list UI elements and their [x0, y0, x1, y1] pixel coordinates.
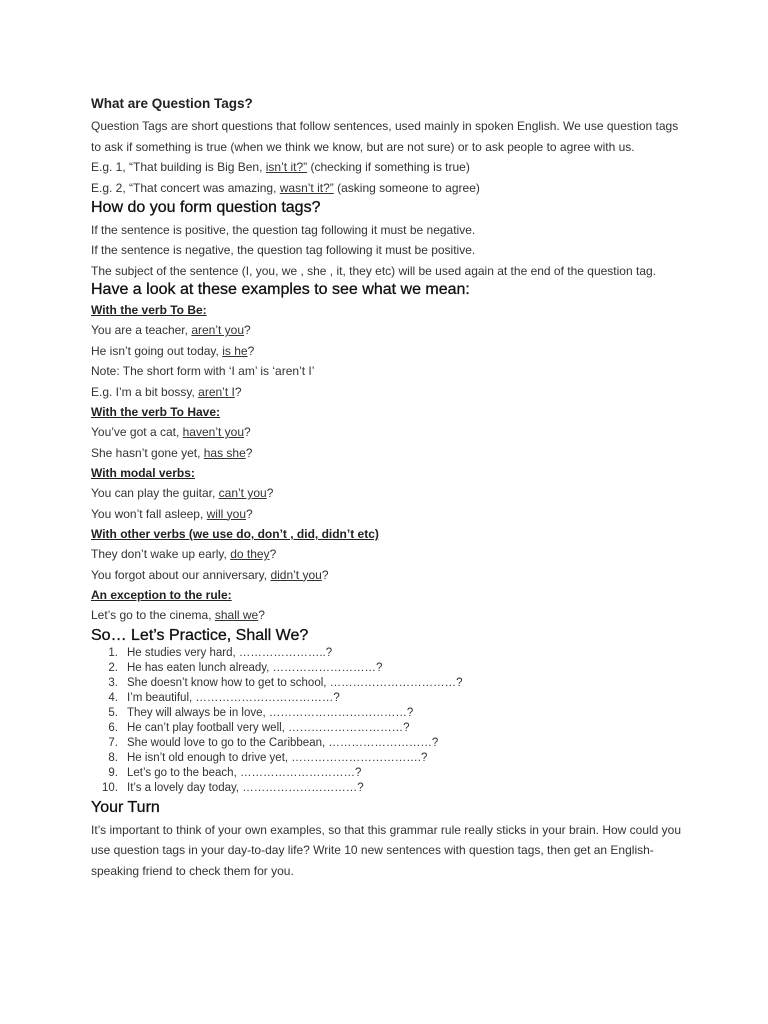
example-1: E.g. 1, “That building is Big Ben, isn’t it?” (checking if something is true) [91, 160, 470, 174]
your-turn-paragraph: It’s important to think of your own examples, so that this grammar rule really sticks in your brain. How could you use question tags in your day-to-day life? Write 10 new sentences with question tags, then get an English-speaking friend to check them for you. [91, 822, 682, 878]
subheading-to-be: With the verb To Be: [91, 303, 207, 317]
list-item: 4. I’m beautiful, ………………………………? [108, 691, 340, 704]
example-line: He isn’t going out today, is he? [91, 343, 255, 358]
list-item: 9. Let’s go to the beach, …………………………? [108, 766, 362, 779]
list-item: 1. He studies very hard, …………………..? [108, 646, 333, 659]
example-line: E.g. I’m a bit bossy, aren’t I? [91, 384, 242, 399]
list-item: 10. It’s a lovely day today, …………………………? [102, 781, 364, 794]
heading-your-turn: Your Turn [91, 798, 160, 816]
subheading-modal: With modal verbs: [91, 466, 195, 480]
example-line: You forgot about our anniversary, didn’t you? [91, 567, 329, 582]
list-item: 8. He isn’t old enough to drive yet, …………………………….? [108, 751, 428, 764]
tag: wasn’t it?” [279, 180, 334, 195]
heading-examples: Have a look at these examples to see what we mean: [91, 281, 470, 298]
heading-practice: So… Let’s Practice, Shall We? [91, 626, 309, 644]
example-line: You’ve got a cat, haven’t you? [91, 425, 251, 439]
list-item: 6. He can’t play football very well, …………………………? [108, 721, 410, 734]
rule-positive: If the sentence is positive, the question tag following it must be negative. [91, 222, 476, 237]
list-item: 2. He has eaten lunch already, ………………………? [108, 661, 383, 674]
intro-paragraph: Question Tags are short questions that follow sentences, used mainly in spoken English. We use question tags to ask if something is true (when we think we know, but are not sure) or to ask people to agree with us. [91, 119, 679, 154]
subheading-other-verbs: With other verbs (we use do, don’t , did, didn’t etc) [91, 527, 379, 541]
list-item: 3. She doesn’t know how to get to school, ……………………………? [108, 676, 463, 689]
list-item: 7. She would love to go to the Caribbean, ………………………? [108, 736, 439, 749]
note-line: Note: The short form with ‘I am’ is ‘aren’t I’ [91, 364, 315, 378]
subheading-to-have: With the verb To Have: [91, 405, 221, 419]
example-line: You won’t fall asleep, will you? [91, 506, 253, 521]
example-line: She hasn’t gone yet, has she? [91, 445, 253, 460]
tag: isn’t it?” [265, 160, 308, 174]
practice-list [91, 646, 691, 796]
example-line: You are a teacher, aren’t you? [91, 323, 251, 337]
document-page [91, 94, 691, 881]
list-item: 5. They will always be in love, ………………………………? [108, 706, 414, 719]
example-2: E.g. 2, “That concert was amazing, wasn’t it?” (asking someone to agree) [91, 180, 480, 195]
example-line: Let’s go to the cinema, shall we? [91, 608, 265, 622]
subheading-exception: An exception to the rule: [91, 588, 232, 602]
example-line: You can play the guitar, can’t you? [91, 486, 274, 500]
example-line: They don’t wake up early, do they? [91, 547, 277, 561]
rule-negative: If the sentence is negative, the question tag following it must be positive. [91, 243, 476, 257]
heading-how-to-form: How do you form question tags? [91, 198, 321, 216]
heading-what-are-question-tags: What are Question Tags? [91, 96, 253, 111]
rule-subject: The subject of the sentence (I, you, we , she , it, they etc) will be used again at the end of the question tag. [91, 263, 657, 278]
